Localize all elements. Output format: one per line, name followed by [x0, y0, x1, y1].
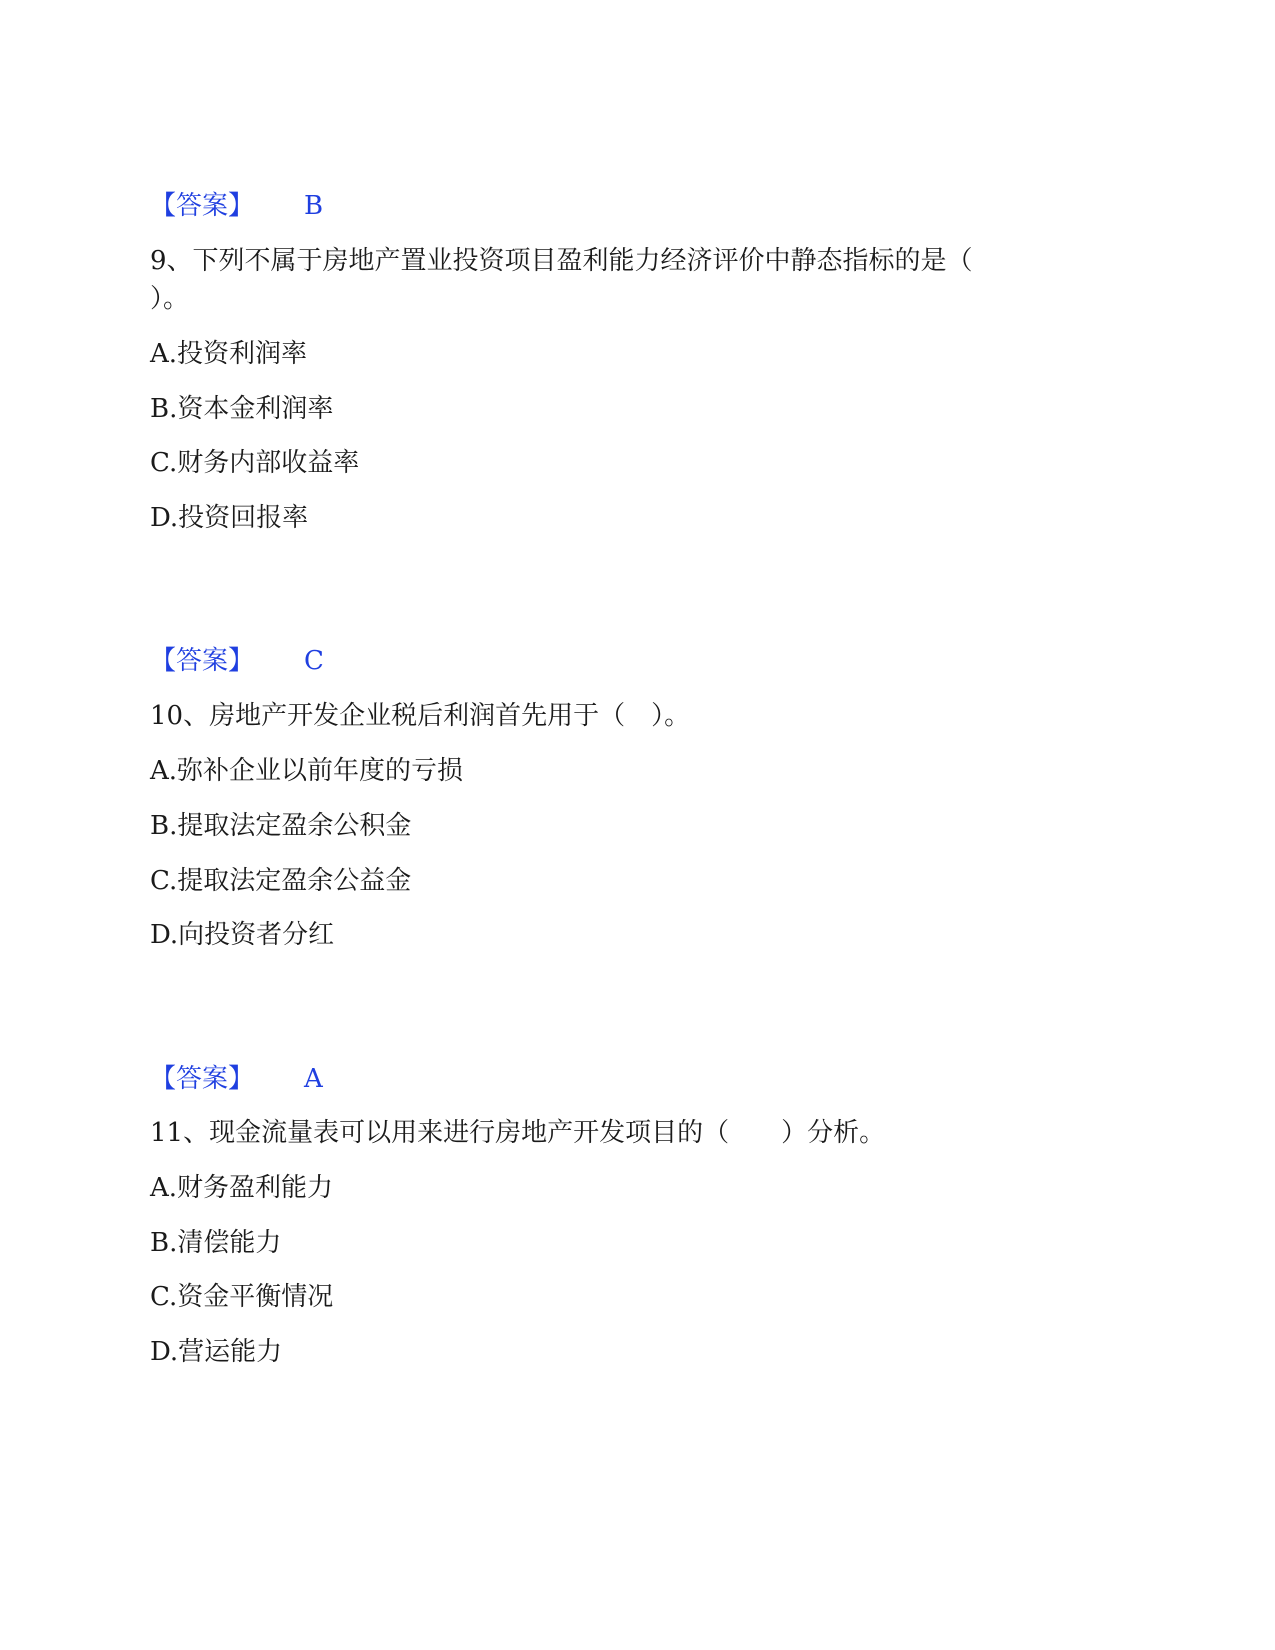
- answer-line-question-9: [150, 645, 324, 677]
- question-11-option-a: A.财务盈利能力: [150, 1173, 334, 1203]
- question-9-text: 9、下列不属于房地产置业投资项目盈利能力经济评价中静态指标的是（: [150, 246, 973, 276]
- question-9-option-d: D.投资回报率: [150, 503, 309, 533]
- answer-value: A: [304, 1064, 323, 1094]
- question-11-option-c: C.资金平衡情况: [150, 1282, 334, 1312]
- answer-line-previous: [150, 190, 323, 222]
- question-9-text-continued: ）。: [150, 284, 190, 314]
- answer-label: 【答案】: [150, 1064, 255, 1094]
- question-9-option-a: A.投资利润率: [150, 339, 308, 369]
- answer-line-question-10: [150, 1063, 323, 1095]
- question-10-text: 10、房地产开发企业税后利润首先用于（ ）。: [150, 701, 691, 731]
- answer-value: B: [304, 191, 324, 221]
- question-10-option-c: C.提取法定盈余公益金: [150, 866, 412, 896]
- question-9-option-b: B.资本金利润率: [150, 394, 334, 424]
- answer-value: C: [304, 646, 324, 676]
- question-10-option-a: A.弥补企业以前年度的亏损: [150, 756, 464, 786]
- question-11-option-b: B.清偿能力: [150, 1228, 282, 1258]
- question-9-option-c: C.财务内部收益率: [150, 448, 360, 478]
- answer-label: 【答案】: [150, 191, 255, 221]
- question-11-text: 11、现金流量表可以用来进行房地产开发项目的（ ）分析。: [150, 1118, 886, 1148]
- answer-label: 【答案】: [150, 646, 255, 676]
- question-10-option-b: B.提取法定盈余公积金: [150, 811, 412, 841]
- question-11-option-d: D.营运能力: [150, 1337, 283, 1367]
- question-10-option-d: D.向投资者分红: [150, 920, 335, 950]
